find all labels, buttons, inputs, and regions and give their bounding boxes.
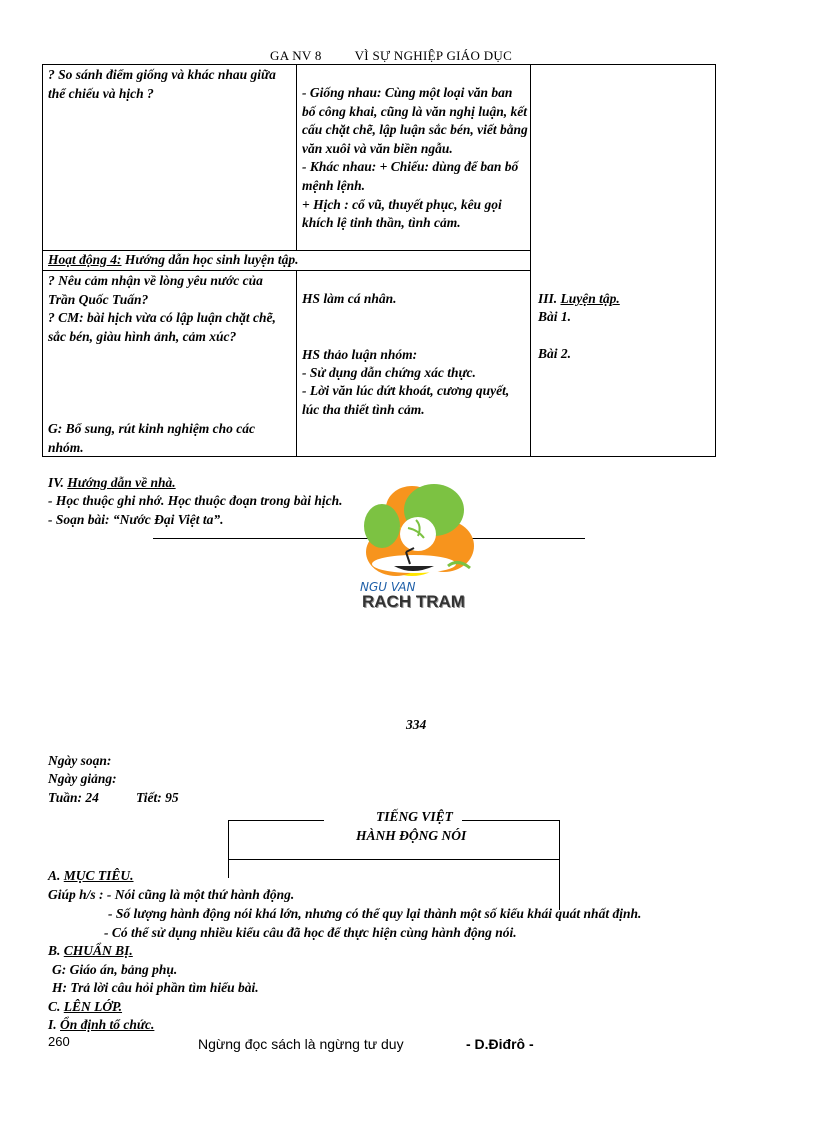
week: Tuần: 24 [48,790,99,805]
objective-1: Giúp h/s : - Nói cũng là một thứ hành động. [48,887,295,902]
question-patriotism: ? Nêu cảm nhận về lòng yêu nước của Trần Quốc Tuấn? [48,273,263,307]
homework-title: Hướng dẫn về nhà. [67,475,176,490]
answer-hich: + Hịch : cổ vũ, thuyết phục, kêu gọi khích lệ tinh thần, tình cảm. [302,196,502,231]
activity-text: Hướng dẫn học sinh luyện tập. [121,252,299,267]
teach-date: Ngày giảng: [48,771,117,786]
objective-3: - Có thể sử dụng nhiều kiểu câu đã học để thực hiện cùng hành động nói. [104,925,517,940]
footer-page: 260 [48,1034,70,1049]
organize-label: Ổn định tổ chức. [60,1017,155,1032]
header-left: GA NV 8 [270,48,322,63]
practice-heading [538,290,620,309]
class-heading [48,998,122,1017]
header-right: VÌ SỰ NGHIỆP GIÁO DỤC [354,48,513,63]
objectives-num: A. [48,868,64,883]
answer-different: - Khác nhau: + Chiếu: dùng để ban bố mệnh lệnh. [302,159,519,193]
activity-row [48,251,299,270]
organize-heading [48,1016,154,1035]
page-number: 334 [406,717,427,732]
prep-teacher: G: Giáo án, bảng phụ. [52,962,178,977]
class-label: LÊN LỚP. [63,999,123,1014]
teacher-note: G: Bổ sung, rút kinh nghiệm cho các nhóm. [48,421,256,455]
lesson-title: HÀNH ĐỘNG NÓI [356,828,467,843]
homework-heading [48,474,176,493]
compare-answer [302,84,528,233]
prep-heading [48,942,133,961]
prep-date: Ngày soạn: [48,753,112,768]
practice-title: Luyện tập. [560,291,620,306]
rach-tram-logo [360,480,490,615]
subject-title: TIẾNG VIỆT [376,809,453,824]
homework-line-2: - Soạn bài: “Nước Đại Việt ta”. [48,512,224,527]
period: Tiết: 95 [136,790,179,805]
hs-evidence: - Sử dụng dẫn chứng xác thực. [302,365,476,380]
objectives-label: MỤC TIÊU. [63,868,134,883]
exercise-1: Bài 1. [538,309,572,324]
hs-individual: HS làm cá nhân. [302,291,397,306]
logo-script: NGU VAN [360,580,416,594]
footer-author: - D.Điđrô - [466,1036,534,1052]
class-num: C. [48,999,64,1014]
logo-name: RACH TRAM [362,592,465,611]
answer-similar: - Giống nhau: Cùng một loại văn ban bố công khai, cũng là văn nghị luận, kết cấu chặt chẽ, lập luận sắc bén, viết bằng văn xuôi và văn biền ngẫu. [302,85,528,156]
page-header [270,48,512,64]
homework-line-1: - Học thuộc ghi nhớ. Học thuộc đoạn trong bài hịch. [48,493,343,508]
prep-label: CHUẨN BỊ. [63,943,133,958]
prep-student: H: Trả lời câu hỏi phần tìm hiểu bài. [52,980,259,995]
footer-quote: Ngừng đọc sách là ngừng tư duy [198,1036,404,1052]
objective-2: - Số lượng hành động nói khá lớn, nhưng có thể quy lại thành một số kiểu khái quát nhất định. [108,906,642,921]
exercise-2: Bài 2. [538,346,572,361]
prep-num: B. [48,943,64,958]
hs-group: HS thảo luận nhóm: [302,347,418,362]
compare-question: ? So sánh điểm giống và khác nhau giữa thể chiếu và hịch ? [48,67,276,101]
homework-num: IV. [48,475,68,490]
hs-style: - Lời văn lúc dứt khoát, cương quyết, lúc tha thiết tình cảm. [302,383,510,417]
practice-num: III. [538,291,561,306]
question-argument: ? CM: bài hịch vừa có lập luận chặt chẽ, sắc bén, giàu hình ảnh, cảm xúc? [48,310,276,344]
organize-num: I. [48,1017,61,1032]
objectives-heading [48,867,134,886]
activity-label: Hoạt động 4: [48,252,122,267]
